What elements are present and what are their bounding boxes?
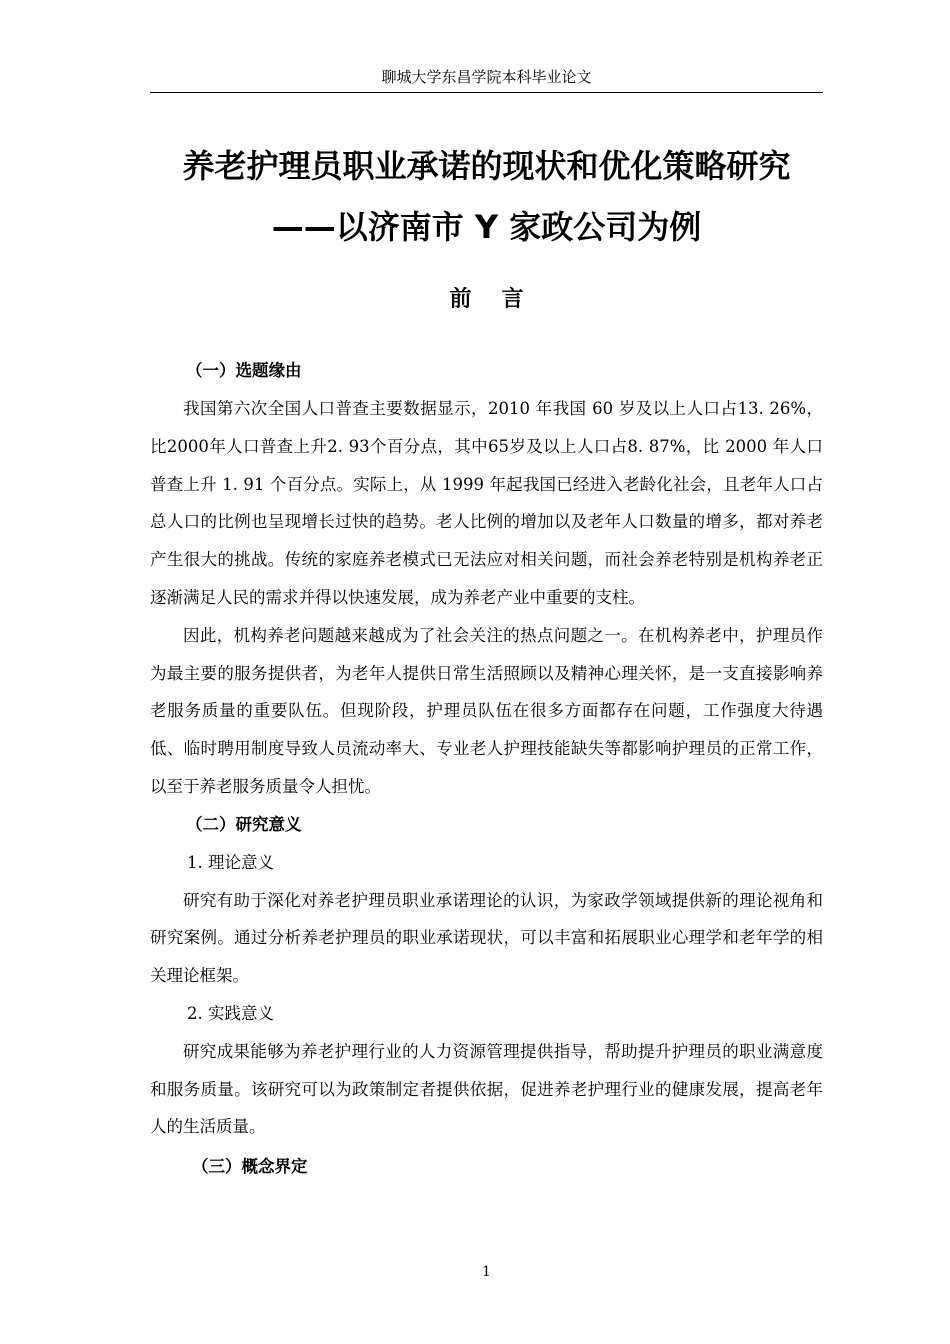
paper-subtitle: ——以济南市 Y 家政公司为例 [271, 208, 702, 246]
page-number: 1 [482, 1264, 491, 1280]
preface-heading: 前言 [449, 287, 554, 312]
section-heading-2: （二）研究意义 [186, 814, 302, 834]
paper-title: 养老护理员职业承诺的现状和优化策略研究 [182, 147, 791, 185]
section-heading-1: （一）选题缘由 [186, 361, 302, 380]
section-heading-3: （三）概念界定 [192, 1157, 308, 1177]
subheading-practice: 2. 实践意义 [187, 1003, 274, 1023]
paragraph-practice: 研究成果能够为养老护理行业的人力资源管理提供指导，帮助提升护理员的职业满意度和服务质量。该研究可以为政策制定者提供依据，促进养老护理行业的健康发展，提高老年人的生活质量。 [150, 1041, 823, 1137]
paragraph-theory: 研究有助于深化对养老护理员职业承诺理论的认识，为家政学领域提供新的理论视角和研究案例。通过分析养老护理员的职业承诺现状，可以丰富和拓展职业心理学和老年学的相关理论框架。 [150, 890, 823, 986]
running-header: 聊城大学东昌学院本科毕业论文 [381, 68, 592, 86]
paragraph-1: 我国第六次全国人口普查主要数据显示，2010 年我国 60 岁及以上人口占13. 26%，比2000年人口普查上升2. 93个百分点，其中65岁及以上人口占8. 87%，比 2000 年人口普查上升 1. 91 个百分点。实际上，从 1999 年起我国已经进入老龄化社会，且老年人口占总人口的比例也呈现增长过快的趋势。老人比例的增加以及老年人口数量的增多，都对养老产生很大的挑战。传统的家庭养老模式已无法应对相关问题，而社会养老特别是机构养老正逐渐满足人民的需求并得以快速发展，成为养老产业中重要的支柱。 [150, 399, 823, 607]
body-text [150, 352, 823, 1186]
paragraph-2: 因此，机构养老问题越来越成为了社会关注的热点问题之一。在机构养老中，护理员作为最主要的服务提供者，为老年人提供日常生活照顾以及精神心理关怀，是一支直接影响养老服务质量的重要队伍。但现阶段，护理员队伍在很多方面都存在问题，工作强度大待遇低、临时聘用制度导致人员流动率大、专业老人护理技能缺失等都影响护理员的正常工作，以至于养老服务质量令人担忧。 [150, 625, 823, 796]
subheading-theory: 1. 理论意义 [187, 852, 274, 872]
header-rule [150, 92, 823, 93]
